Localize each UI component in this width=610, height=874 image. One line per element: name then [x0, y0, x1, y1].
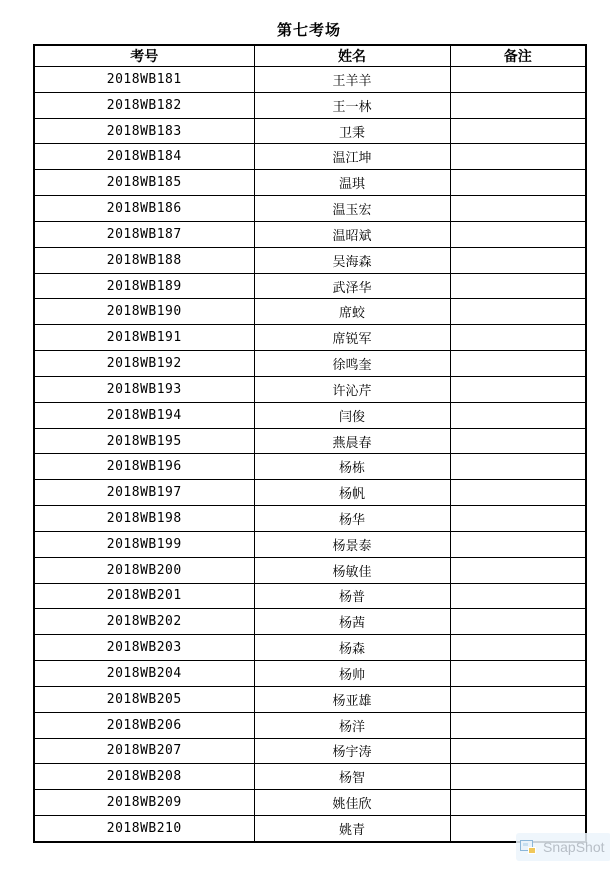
exam-no-cell: 2018WB189 [34, 273, 254, 299]
table-row [34, 273, 586, 299]
exam-no-cell: 2018WB197 [34, 480, 254, 506]
name-cell: 王一林 [254, 92, 450, 118]
remark-cell [450, 661, 586, 687]
exam-no-cell: 2018WB181 [34, 67, 254, 93]
table-row [34, 635, 586, 661]
column-header-name: 姓名 [254, 45, 450, 67]
table-header [34, 45, 586, 67]
name-cell: 杨森 [254, 635, 450, 661]
remark-cell [450, 273, 586, 299]
table-row [34, 247, 586, 273]
name-cell: 杨茜 [254, 609, 450, 635]
table-body [34, 67, 586, 843]
name-cell: 燕晨春 [254, 428, 450, 454]
table-row [34, 92, 586, 118]
name-cell: 吴海森 [254, 247, 450, 273]
remark-cell [450, 531, 586, 557]
remark-cell [450, 118, 586, 144]
exam-no-cell: 2018WB188 [34, 247, 254, 273]
remark-cell [450, 686, 586, 712]
table-row [34, 196, 586, 222]
name-cell: 温玉宏 [254, 196, 450, 222]
snapshot-watermark[interactable] [516, 833, 610, 861]
exam-no-cell: 2018WB184 [34, 144, 254, 170]
table-row [34, 454, 586, 480]
remark-cell [450, 712, 586, 738]
remark-cell [450, 92, 586, 118]
name-cell: 杨华 [254, 506, 450, 532]
exam-no-cell: 2018WB186 [34, 196, 254, 222]
table-row [34, 351, 586, 377]
name-cell: 徐鸣奎 [254, 351, 450, 377]
remark-cell [450, 506, 586, 532]
remark-cell [450, 557, 586, 583]
name-cell: 王羊羊 [254, 67, 450, 93]
table-row [34, 221, 586, 247]
remark-cell [450, 454, 586, 480]
remark-cell [450, 67, 586, 93]
remark-cell [450, 428, 586, 454]
name-cell: 姚青 [254, 816, 450, 842]
page-title: 第七考场 [276, 23, 341, 39]
table-row [34, 506, 586, 532]
remark-cell [450, 790, 586, 816]
table-row [34, 609, 586, 635]
table-row [34, 816, 586, 842]
table-row [34, 376, 586, 402]
remark-cell [450, 221, 586, 247]
snapshot-icon [520, 840, 536, 854]
exam-no-cell: 2018WB183 [34, 118, 254, 144]
exam-no-cell: 2018WB199 [34, 531, 254, 557]
remark-cell [450, 583, 586, 609]
name-cell: 杨敏佳 [254, 557, 450, 583]
name-cell: 杨宇涛 [254, 738, 450, 764]
exam-no-cell: 2018WB190 [34, 299, 254, 325]
table-row [34, 790, 586, 816]
name-cell: 席锐军 [254, 325, 450, 351]
name-cell: 卫秉 [254, 118, 450, 144]
name-cell: 杨栋 [254, 454, 450, 480]
table-row [34, 557, 586, 583]
table-row [34, 428, 586, 454]
name-cell: 杨帆 [254, 480, 450, 506]
exam-no-cell: 2018WB187 [34, 221, 254, 247]
name-cell: 杨帅 [254, 661, 450, 687]
table-row [34, 325, 586, 351]
remark-cell [450, 764, 586, 790]
exam-no-cell: 2018WB210 [34, 816, 254, 842]
name-cell: 杨普 [254, 583, 450, 609]
table-row [34, 480, 586, 506]
exam-no-cell: 2018WB194 [34, 402, 254, 428]
exam-no-cell: 2018WB206 [34, 712, 254, 738]
exam-no-cell: 2018WB193 [34, 376, 254, 402]
exam-no-cell: 2018WB205 [34, 686, 254, 712]
exam-no-cell: 2018WB191 [34, 325, 254, 351]
remark-cell [450, 376, 586, 402]
table-row [34, 67, 586, 93]
remark-cell [450, 299, 586, 325]
exam-no-cell: 2018WB203 [34, 635, 254, 661]
remark-cell [450, 351, 586, 377]
table-row [34, 402, 586, 428]
exam-no-cell: 2018WB204 [34, 661, 254, 687]
exam-no-cell: 2018WB198 [34, 506, 254, 532]
remark-cell [450, 196, 586, 222]
remark-cell [450, 635, 586, 661]
snapshot-label: SnapShot [543, 839, 605, 855]
exam-no-cell: 2018WB182 [34, 92, 254, 118]
remark-cell [450, 609, 586, 635]
exam-no-cell: 2018WB208 [34, 764, 254, 790]
remark-cell [450, 144, 586, 170]
table-row [34, 531, 586, 557]
table-row [34, 738, 586, 764]
table-row [34, 118, 586, 144]
remark-cell [450, 402, 586, 428]
name-cell: 许沁芹 [254, 376, 450, 402]
name-cell: 杨洋 [254, 712, 450, 738]
table-row [34, 299, 586, 325]
remark-cell [450, 325, 586, 351]
name-cell: 闫俊 [254, 402, 450, 428]
name-cell: 武泽华 [254, 273, 450, 299]
exam-no-cell: 2018WB201 [34, 583, 254, 609]
name-cell: 温琪 [254, 170, 450, 196]
exam-roster-table [33, 44, 587, 843]
table-row [34, 144, 586, 170]
exam-no-cell: 2018WB207 [34, 738, 254, 764]
name-cell: 杨智 [254, 764, 450, 790]
remark-cell [450, 247, 586, 273]
table-row [34, 686, 586, 712]
exam-no-cell: 2018WB196 [34, 454, 254, 480]
name-cell: 席蛟 [254, 299, 450, 325]
exam-no-cell: 2018WB209 [34, 790, 254, 816]
name-cell: 杨亚雄 [254, 686, 450, 712]
exam-no-cell: 2018WB195 [34, 428, 254, 454]
table-row [34, 583, 586, 609]
remark-cell [450, 480, 586, 506]
exam-no-cell: 2018WB202 [34, 609, 254, 635]
remark-cell [450, 170, 586, 196]
table-row [34, 764, 586, 790]
header-row [34, 45, 586, 67]
remark-cell [450, 738, 586, 764]
table-row [34, 712, 586, 738]
column-header-exam-no: 考号 [34, 45, 254, 67]
table-row [34, 661, 586, 687]
name-cell: 姚佳欣 [254, 790, 450, 816]
name-cell: 温江坤 [254, 144, 450, 170]
column-header-remark: 备注 [450, 45, 586, 67]
table-row [34, 170, 586, 196]
exam-no-cell: 2018WB200 [34, 557, 254, 583]
name-cell: 温昭斌 [254, 221, 450, 247]
name-cell: 杨景泰 [254, 531, 450, 557]
exam-no-cell: 2018WB192 [34, 351, 254, 377]
exam-no-cell: 2018WB185 [34, 170, 254, 196]
